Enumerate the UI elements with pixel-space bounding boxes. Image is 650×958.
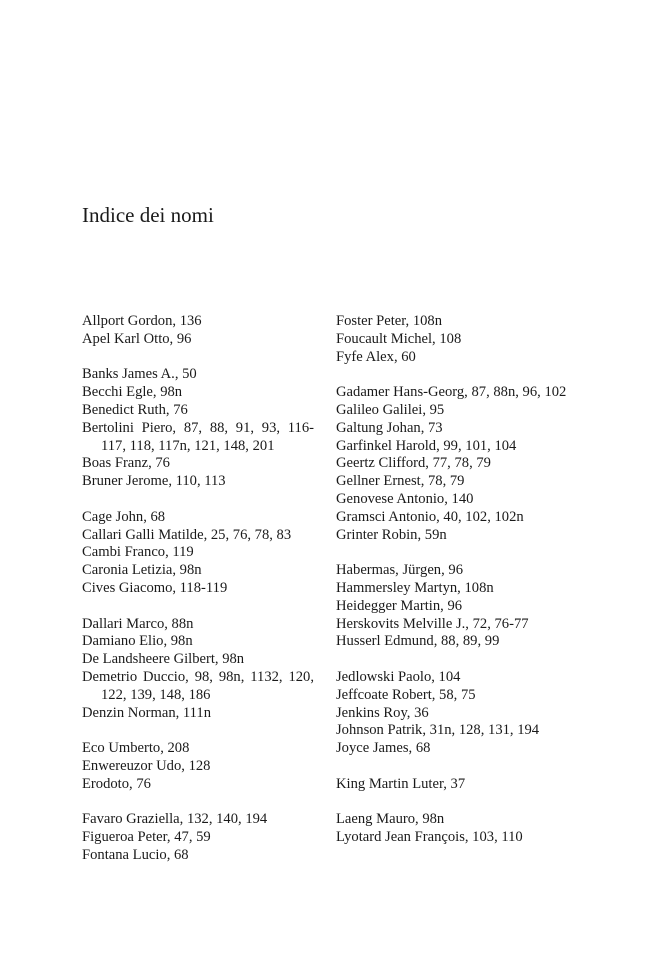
index-letter-group [82,366,314,491]
index-entry: Gramsci Antonio, 40, 102, 102n [336,508,524,525]
index-entry: Demetrio Duccio, 98, 98n, 1132, 120, 122, 139, 148, 186 [82,668,314,703]
index-entry: De Landsheere Gilbert, 98n [82,651,245,668]
index-entry: Favaro Graziella, 132, 140, 194 [82,811,268,828]
index-letter-group [82,740,314,793]
index-entry: Fontana Lucio, 68 [82,846,189,863]
index-column-left [82,313,314,865]
index-entry: Habermas, Jürgen, 96 [336,562,463,579]
index-entry: Cambi Franco, 119 [82,544,194,561]
index-entry: Benedict Ruth, 76 [82,401,188,418]
index-entry: Enwereuzor Udo, 128 [82,757,211,774]
index-entry: Erodoto, 76 [82,775,151,792]
index-entry: Geertz Clifford, 77, 78, 79 [336,455,491,472]
index-entry: Cives Giacomo, 118-119 [82,579,228,596]
index-entry: Denzin Norman, 111n [82,704,212,721]
index-letter-group [336,313,568,366]
index-entry: Genovese Antonio, 140 [336,490,474,507]
index-letter-group [82,616,314,723]
index-entry: Hammersley Martyn, 108n [336,579,494,596]
index-entry: Grinter Robin, 59n [336,526,447,543]
index-entry: Jedlowski Paolo, 104 [336,668,461,685]
index-entry: Husserl Edmund, 88, 89, 99 [336,633,500,650]
index-letter-group [336,776,568,794]
index-entry: Boas Franz, 76 [82,455,170,472]
index-entry: Figueroa Peter, 47, 59 [82,829,211,846]
index-entry: Dallari Marco, 88n [82,615,194,632]
index-entry: Foster Peter, 108n [336,313,443,329]
index-entry: Apel Karl Otto, 96 [82,330,192,347]
index-letter-group [336,384,568,544]
index-entry: Callari Galli Matilde, 25, 76, 78, 83 [82,526,292,543]
index-entry: Bertolini Piero, 87, 88, 91, 93, 116-117, 118, 117n, 121, 148, 201 [82,419,314,454]
index-entry: Allport Gordon, 136 [82,313,202,329]
index-entry: Cage John, 68 [82,508,166,525]
index-entry: Heidegger Martin, 96 [336,597,463,614]
index-entry: Caronia Letizia, 98n [82,562,202,579]
index-column-right [336,313,568,847]
index-letter-group [82,509,314,598]
page-title: Indice dei nomi [82,203,214,227]
index-entry: Foucault Michel, 108 [336,330,462,347]
index-entry: Jenkins Roy, 36 [336,704,429,721]
index-entry: Eco Umberto, 208 [82,740,190,757]
index-entry: Johnson Patrik, 31n, 128, 131, 194 [336,722,540,739]
index-entry: Laeng Mauro, 98n [336,811,445,828]
index-entry: Damiano Elio, 98n [82,633,193,650]
index-letter-group [336,811,568,847]
index-entry: Garfinkel Harold, 99, 101, 104 [336,437,517,454]
index-entry: Joyce James, 68 [336,740,431,757]
index-entry: Gellner Ernest, 78, 79 [336,473,465,490]
index-entry: Bruner Jerome, 110, 113 [82,473,226,490]
index-entry: Galileo Galilei, 95 [336,401,445,418]
index-entry: Jeffcoate Robert, 58, 75 [336,686,476,703]
index-entry: Becchi Egle, 98n [82,384,183,401]
index-entry: Banks James A., 50 [82,366,197,383]
index-entry: Herskovits Melville J., 72, 76-77 [336,615,529,632]
index-entry: King Martin Luter, 37 [336,775,466,792]
index-entry: Fyfe Alex, 60 [336,348,416,365]
index-letter-group [336,669,568,758]
index-entry: Lyotard Jean François, 103, 110 [336,829,523,846]
index-entry: Galtung Johan, 73 [336,419,443,436]
index-letter-group [82,313,314,349]
index-letter-group [82,811,314,864]
index-entry: Gadamer Hans-Georg, 87, 88n, 96, 102 [336,384,567,401]
index-letter-group [336,562,568,651]
